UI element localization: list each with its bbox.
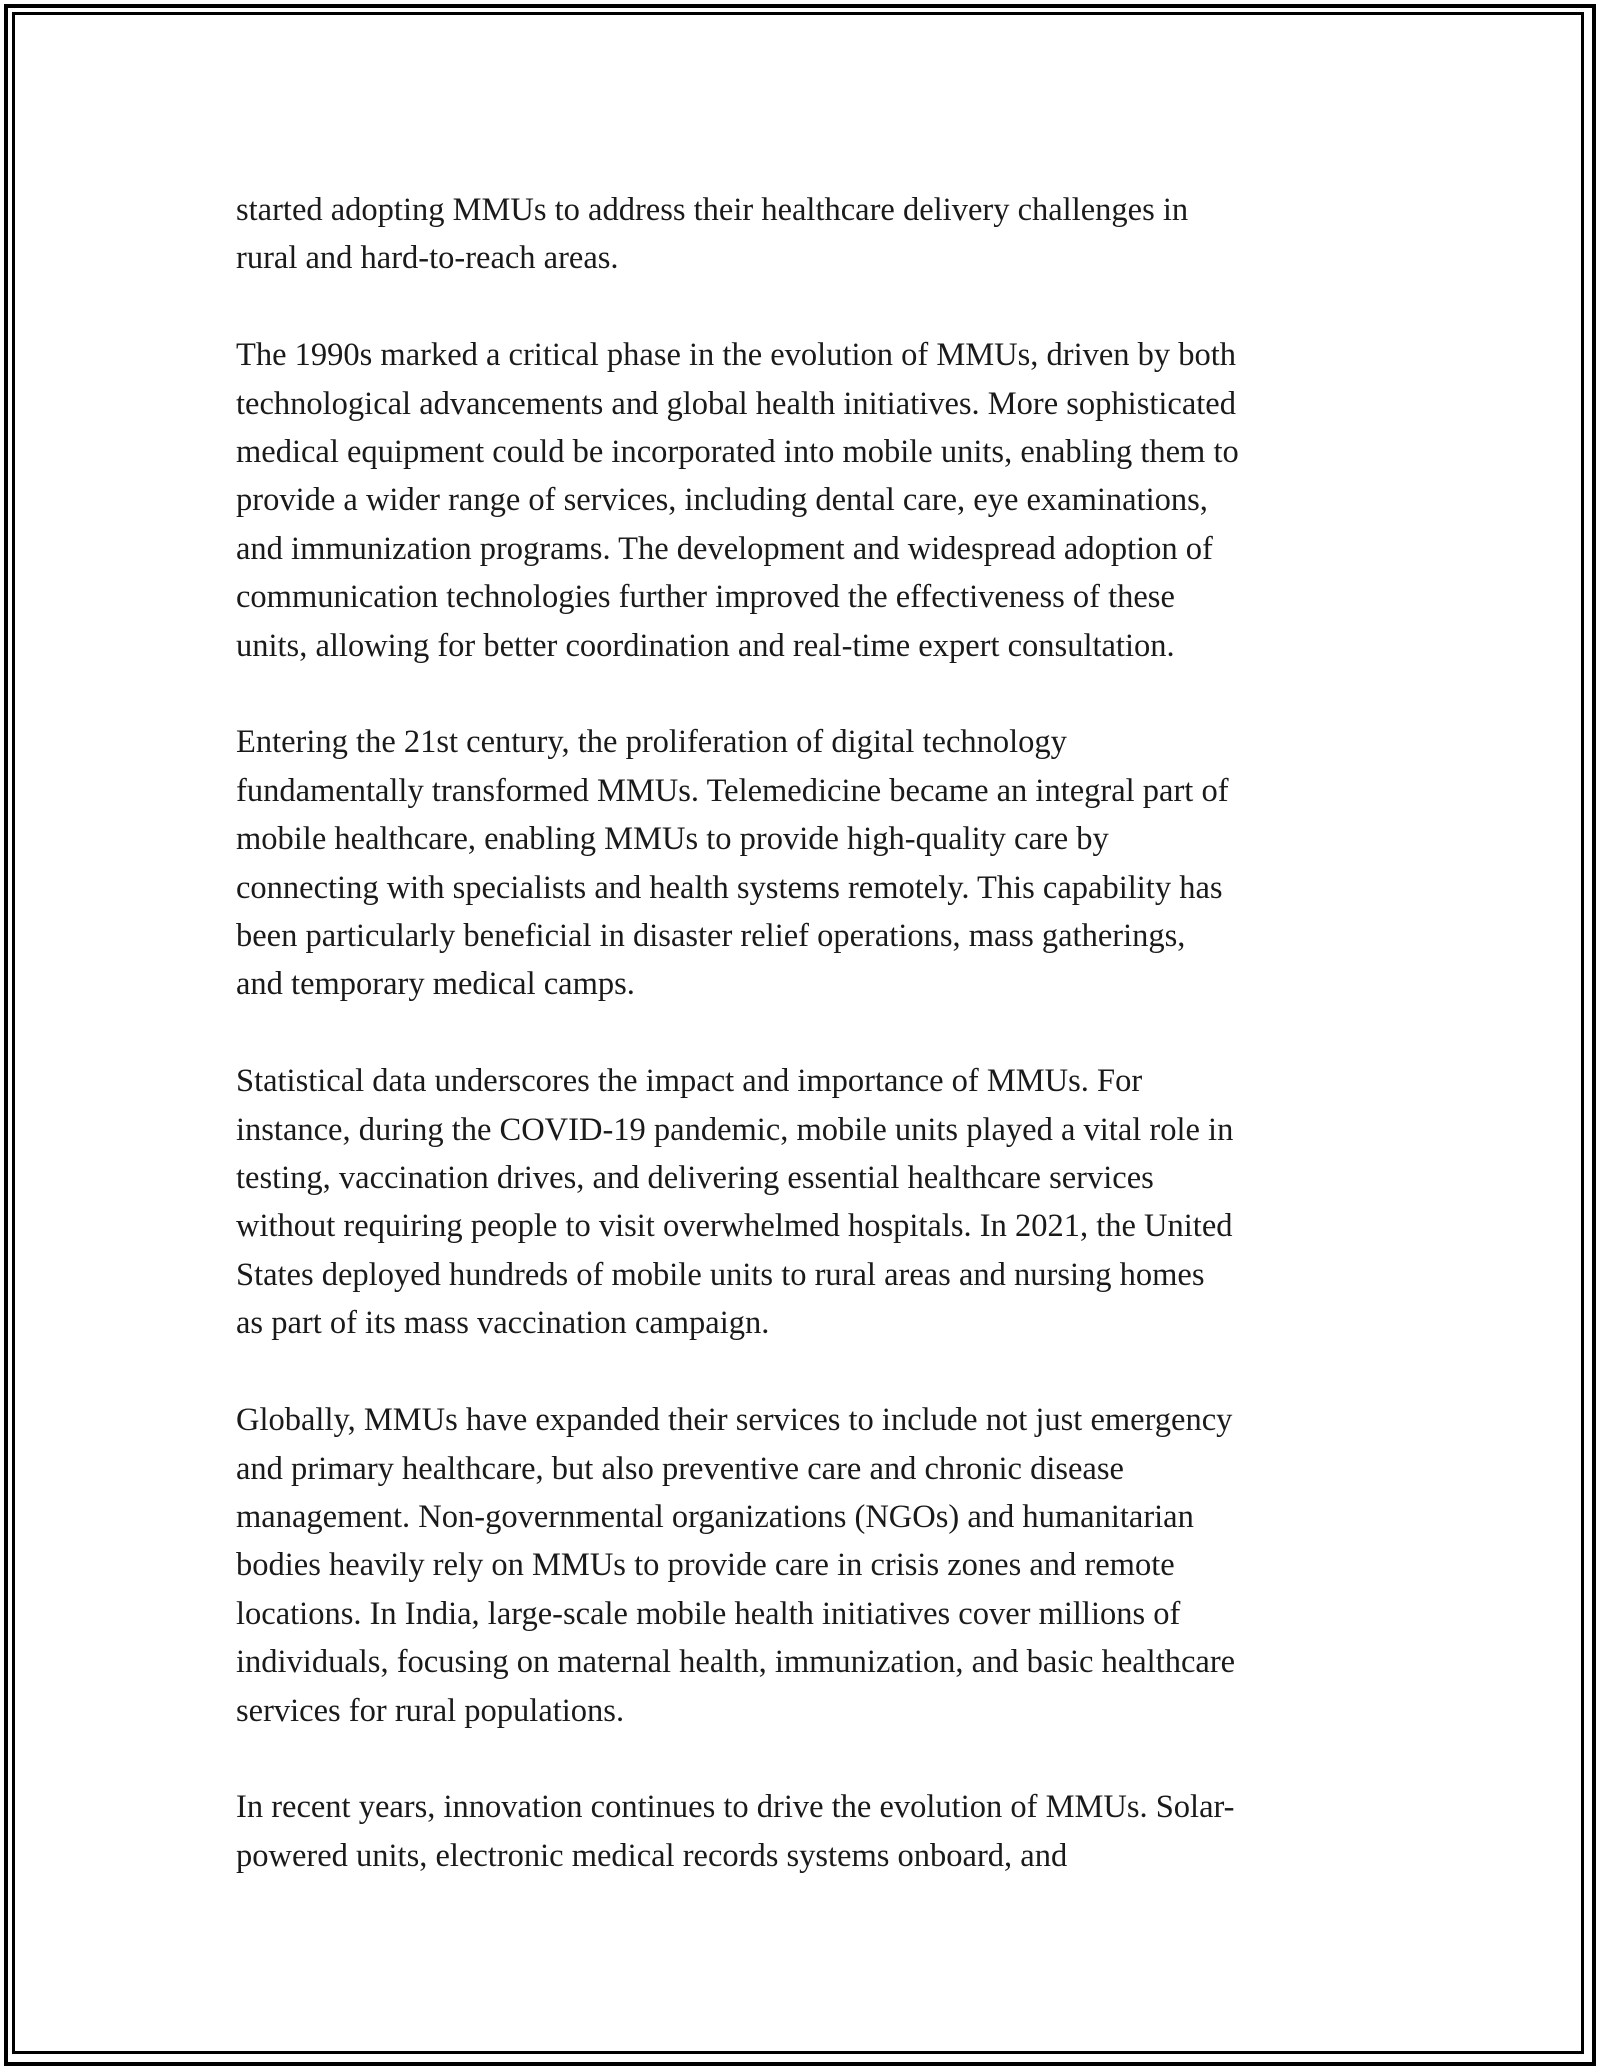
text-line: Entering the 21st century, the proliferation of digital technology	[236, 724, 1067, 761]
text-line: as part of its mass vaccination campaign.	[236, 1305, 770, 1342]
text-line: and immunization programs. The development and widespread adoption of	[236, 530, 1213, 567]
paragraph-1	[236, 186, 1376, 283]
text-line: started adopting MMUs to address their healthcare delivery challenges in	[236, 192, 1189, 228]
text-line: services for rural populations.	[236, 1692, 625, 1729]
paragraph-4	[236, 1057, 1376, 1347]
paragraph-6	[236, 1783, 1376, 1880]
text-line: rural and hard-to-reach areas.	[236, 240, 619, 277]
text-line: medical equipment could be incorporated into mobile units, enabling them to	[236, 434, 1239, 471]
text-line: Statistical data underscores the impact and importance of MMUs. For	[236, 1063, 1143, 1100]
text-line: and temporary medical camps.	[236, 966, 635, 1003]
text-line: without requiring people to visit overwhelmed hospitals. In 2021, the United	[236, 1208, 1233, 1245]
text-line: individuals, focusing on maternal health, immunization, and basic healthcare	[236, 1644, 1236, 1681]
text-line: testing, vaccination drives, and delivering essential healthcare services	[236, 1160, 1154, 1197]
text-line: and primary healthcare, but also preventive care and chronic disease	[236, 1450, 1124, 1487]
text-line: fundamentally transformed MMUs. Telemedicine became an integral part of	[236, 772, 1229, 809]
text-line: powered units, electronic medical records systems onboard, and	[236, 1837, 1068, 1874]
text-line: provide a wider range of services, including dental care, eye examinations,	[236, 482, 1208, 519]
text-line: Globally, MMUs have expanded their services to include not just emergency	[236, 1402, 1233, 1439]
text-line: units, allowing for better coordination and real-time expert consultation.	[236, 627, 1175, 664]
text-line: connecting with specialists and health systems remotely. This capability has	[236, 869, 1223, 906]
text-line: The 1990s marked a critical phase in the evolution of MMUs, driven by both	[236, 337, 1237, 374]
document-body	[236, 186, 1376, 1929]
text-line: In recent years, innovation continues to drive the evolution of MMUs. Solar-	[236, 1789, 1235, 1826]
text-line: mobile healthcare, enabling MMUs to provide high-quality care by	[236, 821, 1109, 858]
text-line: locations. In India, large-scale mobile health initiatives cover millions of	[236, 1595, 1181, 1632]
paragraph-5	[236, 1396, 1376, 1735]
text-line: instance, during the COVID-19 pandemic, mobile units played a vital role in	[236, 1111, 1234, 1148]
paragraph-2	[236, 331, 1376, 670]
text-line: communication technologies further improved the effectiveness of these	[236, 579, 1175, 616]
paragraph-3	[236, 718, 1376, 1008]
text-line: bodies heavily rely on MMUs to provide care in crisis zones and remote	[236, 1547, 1175, 1584]
text-line: management. Non-governmental organizations (NGOs) and humanitarian	[236, 1498, 1194, 1535]
text-line: States deployed hundreds of mobile units to rural areas and nursing homes	[236, 1256, 1205, 1293]
text-line: been particularly beneficial in disaster relief operations, mass gatherings,	[236, 918, 1186, 955]
text-line: technological advancements and global health initiatives. More sophisticated	[236, 385, 1236, 422]
